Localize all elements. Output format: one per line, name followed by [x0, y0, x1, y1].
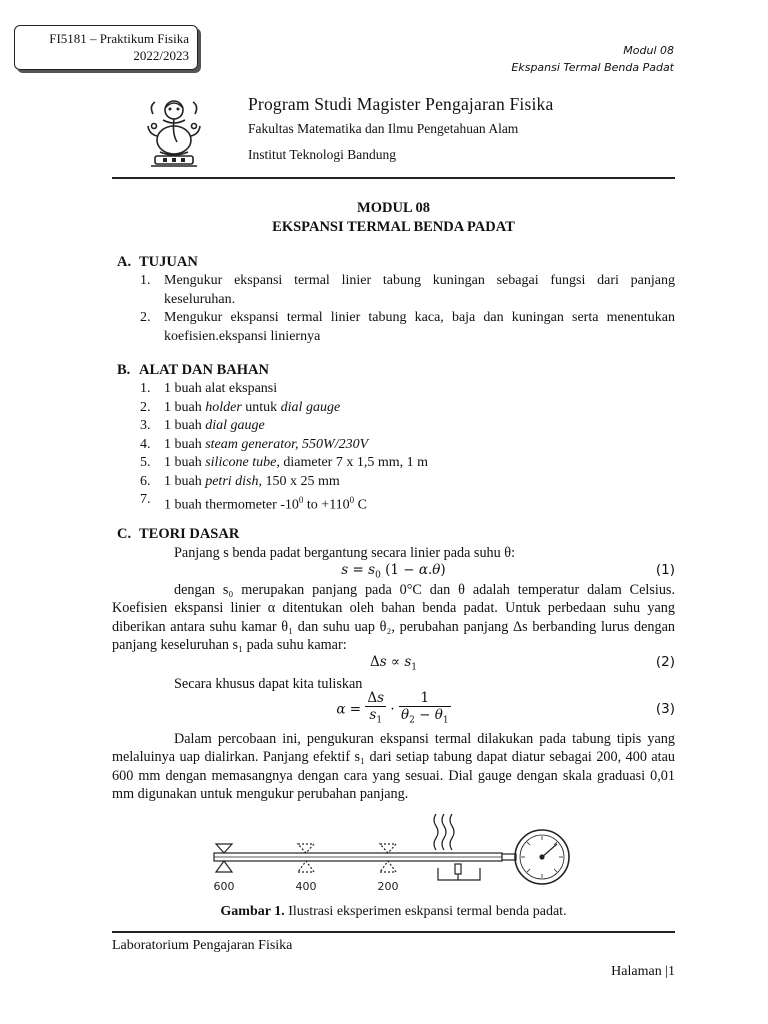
- objectives-list: [140, 272, 675, 346]
- list-item: 2. Mengukur ekspansi termal linier tabung kaca, baja dan kuningan serta menentukan koefisien.ekspansi liniernya: [140, 310, 675, 344]
- list-item: 5. 1 buah silicone tube, diameter 7 x 1,5 mm, 1 m: [140, 455, 429, 470]
- course-code: FI5181 – Praktikum Fisika: [49, 31, 189, 46]
- section-a-heading: A. TUJUAN: [117, 254, 198, 270]
- module-number: Modul 08: [623, 44, 674, 57]
- theory-paragraph-3: Secara khusus dapat kita tuliskan: [174, 676, 363, 692]
- footer-lab-name: Laboratorium Pengajaran Fisika: [112, 938, 293, 953]
- footer-divider: [112, 931, 675, 933]
- length-label-400: 400: [295, 880, 317, 893]
- module-subtitle: EKSPANSI TERMAL BENDA PADAT: [272, 219, 515, 235]
- header-divider: [112, 177, 675, 179]
- module-name: Ekspansi Termal Benda Padat: [511, 61, 674, 74]
- equation-2: $\Delta s \propto s_1$ (2): [369, 654, 675, 673]
- itb-logo-icon: [143, 96, 205, 170]
- equation-1: $s = s_0$ (1 − α.θ) (1): [341, 562, 675, 581]
- list-item: 4. 1 buah steam generator, 550W/230V: [140, 436, 369, 452]
- university-name: Institut Teknologi Bandung: [248, 147, 397, 162]
- theory-paragraph-4: Dalam percobaan ini, pengukuran ekspansi termal dilakukan pada tabung tipis yang melaluinya uap dialirkan. Panjang efektif s₁ dari setiap tabung dapat diatur sebagai 200, 400 atau 600 mm dengan memasangnya dengan cara yang sesuai. Dial gauge dengan skala graduasi 0,01 mm digunakan untuk mengukur perubahan panjang.: [112, 731, 675, 802]
- course-header-box: [14, 25, 198, 70]
- figure-caption: Gambar 1. Ilustrasi eksperimen eskpansi termal benda padat.: [220, 904, 567, 919]
- list-item: 6. 1 buah petri dish, 150 x 25 mm: [140, 473, 340, 489]
- equation-3: α = $\frac{\Delta s}{s_1}$ · $\frac{1}{\theta_2 - \theta_1}$ (3): [336, 690, 675, 726]
- course-year: 2022/2023: [133, 48, 189, 63]
- program-name: Program Studi Magister Pengajaran Fisika: [248, 94, 554, 114]
- length-label-600: 600: [213, 880, 235, 893]
- module-title: MODUL 08: [357, 200, 430, 216]
- section-b-heading: B. ALAT DAN BAHAN: [117, 362, 269, 378]
- page-number: Halaman |1: [611, 964, 675, 979]
- institution-block: [248, 92, 553, 168]
- list-item: 2. 1 buah holder untuk dial gauge: [140, 399, 341, 415]
- list-item: 7. 1 buah thermometer $-10^0$ to $+110^0$ C: [140, 492, 368, 513]
- faculty-name: Fakultas Matematika dan Ilmu Pengetahuan Alam: [248, 121, 519, 136]
- theory-paragraph-1: Panjang s benda padat bergantung secara linier pada suhu θ:: [174, 545, 516, 561]
- list-item: 1. 1 buah alat ekspansi: [140, 381, 278, 396]
- length-label-200: 200: [377, 880, 399, 893]
- theory-paragraph-2: dengan s₀ merupakan panjang pada 0°C dan θ adalah temperatur dalam Celsius. Koefisien ekspansi linier α ditentukan oleh bahan benda padat. Untuk perbedaan suhu yang diberikan antara suhu kamar θ₁ dan suhu uap θ₂, perubahan panjang Δs berbanding lurus dengan panjang keseluruhan s₁ pada suhu kamar:: [112, 582, 675, 653]
- equipment-list: [140, 380, 675, 515]
- list-item: 1. Mengukur ekspansi termal linier tabung kuningan sebagai fungsi dari panjang keseluruhan.: [140, 273, 675, 307]
- section-c-heading: C. TEORI DASAR: [117, 526, 240, 542]
- module-header: [511, 42, 674, 76]
- expansion-apparatus-figure: [204, 806, 580, 902]
- list-item: 3. 1 buah dial gauge: [140, 418, 265, 433]
